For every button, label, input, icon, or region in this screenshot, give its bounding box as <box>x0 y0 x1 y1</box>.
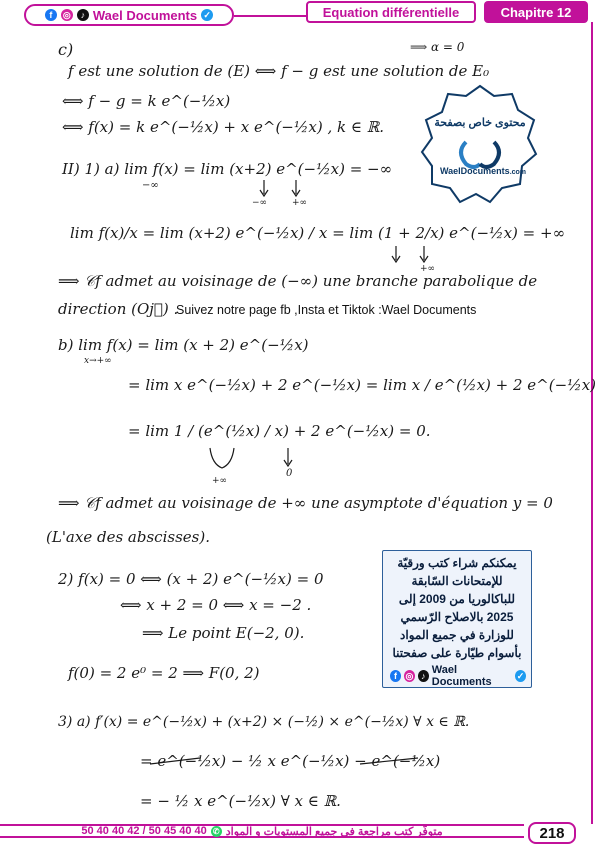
chapter-label: Chapitre 12 <box>484 1 588 23</box>
brand-header <box>24 4 234 26</box>
verified-icon: ✓ <box>201 9 213 21</box>
annotation-plus-infinity-3: +∞ <box>212 476 228 486</box>
line-limit-minus-infinity: II) 1) a) lim f(x) = lim (x+2) e^(−½x) = −∞ <box>62 160 393 178</box>
line-f-of-zero: f(0) = 2 e⁰ = 2 ⟹ F(0, 2) <box>68 664 260 682</box>
line-direction: direction (Oj⃗) . <box>58 300 179 318</box>
tiktok-icon: ♪ <box>418 670 429 682</box>
line-limit-zero: = lim 1 / (e^(½x) / x) + 2 e^(−½x) = 0. <box>128 422 431 440</box>
annotation-minus-infinity: −∞ <box>252 198 268 208</box>
line-asymptote: ⟹ 𝒞f admet au voisinage de +∞ une asymptote d'équation y = 0 <box>58 494 553 512</box>
limit-subscript: −∞ <box>142 180 159 191</box>
cancel-strokes <box>148 750 448 772</box>
line-point-E: ⟹ Le point E(−2, 0). <box>142 624 305 642</box>
condition-note: ⟹ α = 0 <box>410 40 465 54</box>
promo-brand-name: Wael Documents <box>431 664 492 688</box>
instagram-icon: ◎ <box>405 671 414 681</box>
line-limit-plus-infinity: b) lim f(x) = lim (x + 2) e^(−½x) <box>58 336 309 354</box>
header-divider <box>234 15 306 17</box>
promo-line-1: يمكنكم شراء كتب ورقيّة <box>397 556 517 570</box>
facebook-icon: f <box>45 9 57 21</box>
line-limit-f-over-x: lim f(x)/x = lim (x+2) e^(−½x) / x = lim (1 + 2/x) e^(−½x) = +∞ <box>70 224 566 242</box>
promo-line-3: للباكالوريا من 2009 إلى <box>398 592 516 606</box>
annotation-plus-infinity-2: +∞ <box>420 264 436 274</box>
topic-title: Equation différentielle <box>306 1 476 23</box>
footer-bar <box>0 824 524 838</box>
watermark-brand: WaelDocuments.com <box>440 166 527 176</box>
annotation-zero: 0 <box>286 468 293 479</box>
facebook-icon: f <box>390 670 401 682</box>
line-derivative: 3) a) f′(x) = e^(−½x) + (x+2) × (−½) × e^(−½x) ∀ x ∈ ℝ. <box>58 714 470 730</box>
part-c-label: c) <box>58 40 74 59</box>
footer-text: متوفّر كتب مراجعة في جميع المستويات و المواد <box>225 825 443 838</box>
line-x-axis: (L'axe des abscisses). <box>46 528 210 546</box>
line-general-solution: ⟺ f(x) = k e^(−½x) + x e^(−½x) , k ∈ ℝ. <box>62 118 384 136</box>
promo-line-6: بأسوام طيّارة على صفحتنا <box>392 646 522 660</box>
watermark-arabic: محتوى خاص بصفحة <box>434 117 526 129</box>
page-number: 218 <box>528 822 576 844</box>
promo-line-4: 2025 بالاصلاح الرّسمي <box>400 610 514 624</box>
promo-line-2: للإمتحانات السّابقة <box>411 574 503 588</box>
line-derivative-result: = − ½ x e^(−½x) ∀ x ∈ ℝ. <box>140 792 341 810</box>
watermark-badge <box>420 84 540 210</box>
brand-name: Wael Documents <box>92 7 198 23</box>
promo-line-5: للوزارة في جميع المواد <box>400 628 514 642</box>
page-right-border <box>591 22 593 824</box>
instagram-icon: ◎ <box>61 9 73 21</box>
whatsapp-icon: ✆ <box>211 826 222 837</box>
line-f-equals-zero: 2) f(x) = 0 ⟺ (x + 2) e^(−½x) = 0 <box>58 570 324 588</box>
line-x-equals-minus-two: ⟺ x + 2 = 0 ⟺ x = −2 . <box>120 596 312 614</box>
line-f-minus-g: ⟺ f − g = k e^(−½x) <box>62 92 231 110</box>
line-solution-equivalence: f est une solution de (E) ⟺ f − g est une solution de E₀ <box>68 62 490 80</box>
social-follow-note: Suivez notre page fb ,Insta et Tiktok :Wael Documents <box>176 303 477 317</box>
annotation-plus-infinity: +∞ <box>292 198 308 208</box>
verified-icon: ✓ <box>516 671 525 681</box>
line-parabolic-branch: ⟹ 𝒞f admet au voisinage de (−∞) une branche parabolique de <box>58 272 538 290</box>
footer-phones: 50 40 40 42 / 50 45 40 40 <box>81 825 207 837</box>
line-limit-split: = lim x e^(−½x) + 2 e^(−½x) = lim x / e^(½x) + 2 e^(−½x) <box>128 376 597 394</box>
limit-subscript-2: x→+∞ <box>84 356 112 366</box>
tiktok-icon: ♪ <box>77 9 89 21</box>
promo-brand-row <box>390 664 526 688</box>
line-derivative-simplify: = e^(−½x) − ½ x e^(−½x) − e^(−½x) <box>140 752 441 770</box>
